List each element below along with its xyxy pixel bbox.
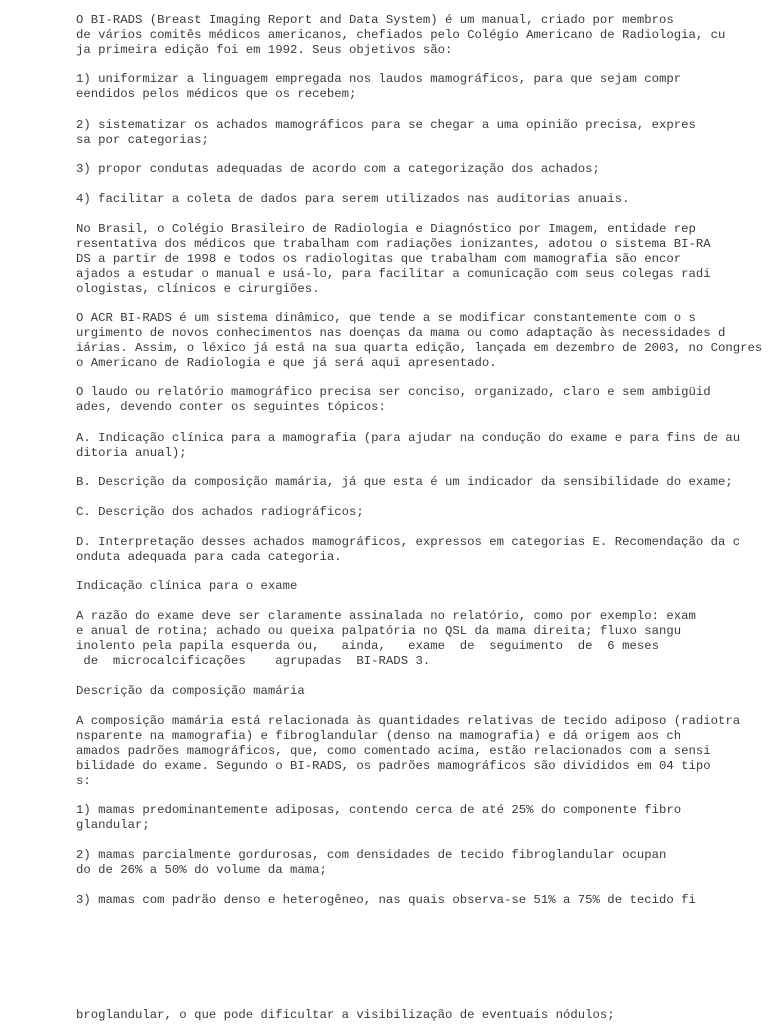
text-line: urgimento de novos conhecimentos nas doenças da mama ou como adaptação às necessidades d bbox=[76, 326, 726, 340]
text-line: do de 26% a 50% do volume da mama; bbox=[76, 863, 327, 877]
text-line: onduta adequada para cada categoria. bbox=[76, 550, 342, 564]
text-line: O laudo ou relatório mamográfico precisa ser conciso, organizado, claro e sem ambigüid bbox=[76, 385, 711, 399]
text-line: bilidade do exame. Segundo o BI-RADS, os padrões mamográficos são divididos em 04 tipo bbox=[76, 759, 711, 773]
text-line: 3) propor condutas adequadas de acordo com a categorização dos achados; bbox=[76, 162, 600, 176]
text-line: ditoria anual); bbox=[76, 446, 187, 460]
text-line: ologistas, clínicos e cirurgiões. bbox=[76, 282, 320, 296]
text-line: o Americano de Radiologia e que já será aqui apresentado. bbox=[76, 356, 497, 370]
text-line: A. Indicação clínica para a mamografia (para ajudar na condução do exame e para fins de au bbox=[76, 431, 741, 445]
text-line: nsparente na mamografia) e fibroglandular (denso na mamografia) e dá origem aos ch bbox=[76, 729, 682, 743]
text-line: broglandular, o que pode dificultar a visibilização de eventuais nódulos; bbox=[76, 1008, 615, 1022]
text-line: inolento pela papila esquerda ou, ainda, exame de seguimento de 6 meses bbox=[76, 639, 659, 653]
text-line: Descrição da composição mamária bbox=[76, 684, 305, 698]
text-line: ajados a estudar o manual e usá-lo, para facilitar a comunicação com seus colegas radi bbox=[76, 267, 711, 281]
text-line: 3) mamas com padrão denso e heterogêneo, nas quais observa-se 51% a 75% de tecido fi bbox=[76, 893, 696, 907]
text-line: A composição mamária está relacionada às quantidades relativas de tecido adiposo (radiotra bbox=[76, 714, 741, 728]
text-line: DS a partir de 1998 e todos os radiologitas que trabalham com mamografia são encor bbox=[76, 252, 682, 266]
text-line: amados padrões mamográficos, que, como comentado acima, estão relacionados com a sensi bbox=[76, 744, 711, 758]
text-line: O BI-RADS (Breast Imaging Report and Data System) é um manual, criado por membros bbox=[76, 13, 674, 27]
text-line: ja primeira edição foi em 1992. Seus objetivos são: bbox=[76, 43, 453, 57]
text-line: sa por categorias; bbox=[76, 133, 209, 147]
text-line: e anual de rotina; achado ou queixa palpatória no QSL da mama direita; fluxo sangu bbox=[76, 624, 682, 638]
text-line: s: bbox=[76, 774, 91, 788]
text-line: 2) mamas parcialmente gordurosas, com densidades de tecido fibroglandular ocupan bbox=[76, 848, 667, 862]
text-line: Indicação clínica para o exame bbox=[76, 579, 298, 593]
text-line: glandular; bbox=[76, 818, 150, 832]
text-line: A razão do exame deve ser claramente assinalada no relatório, como por exemplo: exam bbox=[76, 609, 696, 623]
text-line: ades, devendo conter os seguintes tópicos: bbox=[76, 400, 386, 414]
text-line: No Brasil, o Colégio Brasileiro de Radiologia e Diagnóstico por Imagem, entidade rep bbox=[76, 222, 696, 236]
text-line: de vários comitês médicos americanos, chefiados pelo Colégio Americano de Radiologia, cu bbox=[76, 28, 726, 42]
text-line: 1) uniformizar a linguagem empregada nos laudos mamográficos, para que sejam compr bbox=[76, 72, 682, 86]
text-line: resentativa dos médicos que trabalham com radiações ionizantes, adotou o sistema BI-RA bbox=[76, 237, 711, 251]
text-line: 1) mamas predominantemente adiposas, contendo cerca de até 25% do componente fibro bbox=[76, 803, 682, 817]
text-line: iárias. Assim, o léxico já está na sua quarta edição, lançada em dezembro de 2003, no Congres bbox=[76, 341, 763, 355]
text-line: C. Descrição dos achados radiográficos; bbox=[76, 505, 364, 519]
text-line: de microcalcificações agrupadas BI-RADS 3. bbox=[76, 654, 431, 668]
text-line: 4) facilitar a coleta de dados para serem utilizados nas auditorias anuais. bbox=[76, 192, 630, 206]
text-line: O ACR BI-RADS é um sistema dinâmico, que tende a se modificar constantemente com o s bbox=[76, 311, 696, 325]
text-line: 2) sistematizar os achados mamográficos para se chegar a uma opinião precisa, expres bbox=[76, 118, 696, 132]
text-line: eendidos pelos médicos que os recebem; bbox=[76, 87, 357, 101]
text-line: B. Descrição da composição mamária, já que esta é um indicador da sensibilidade do exame; bbox=[76, 475, 733, 489]
text-line: D. Interpretação desses achados mamográficos, expressos em categorias E. Recomendação da c bbox=[76, 535, 741, 549]
